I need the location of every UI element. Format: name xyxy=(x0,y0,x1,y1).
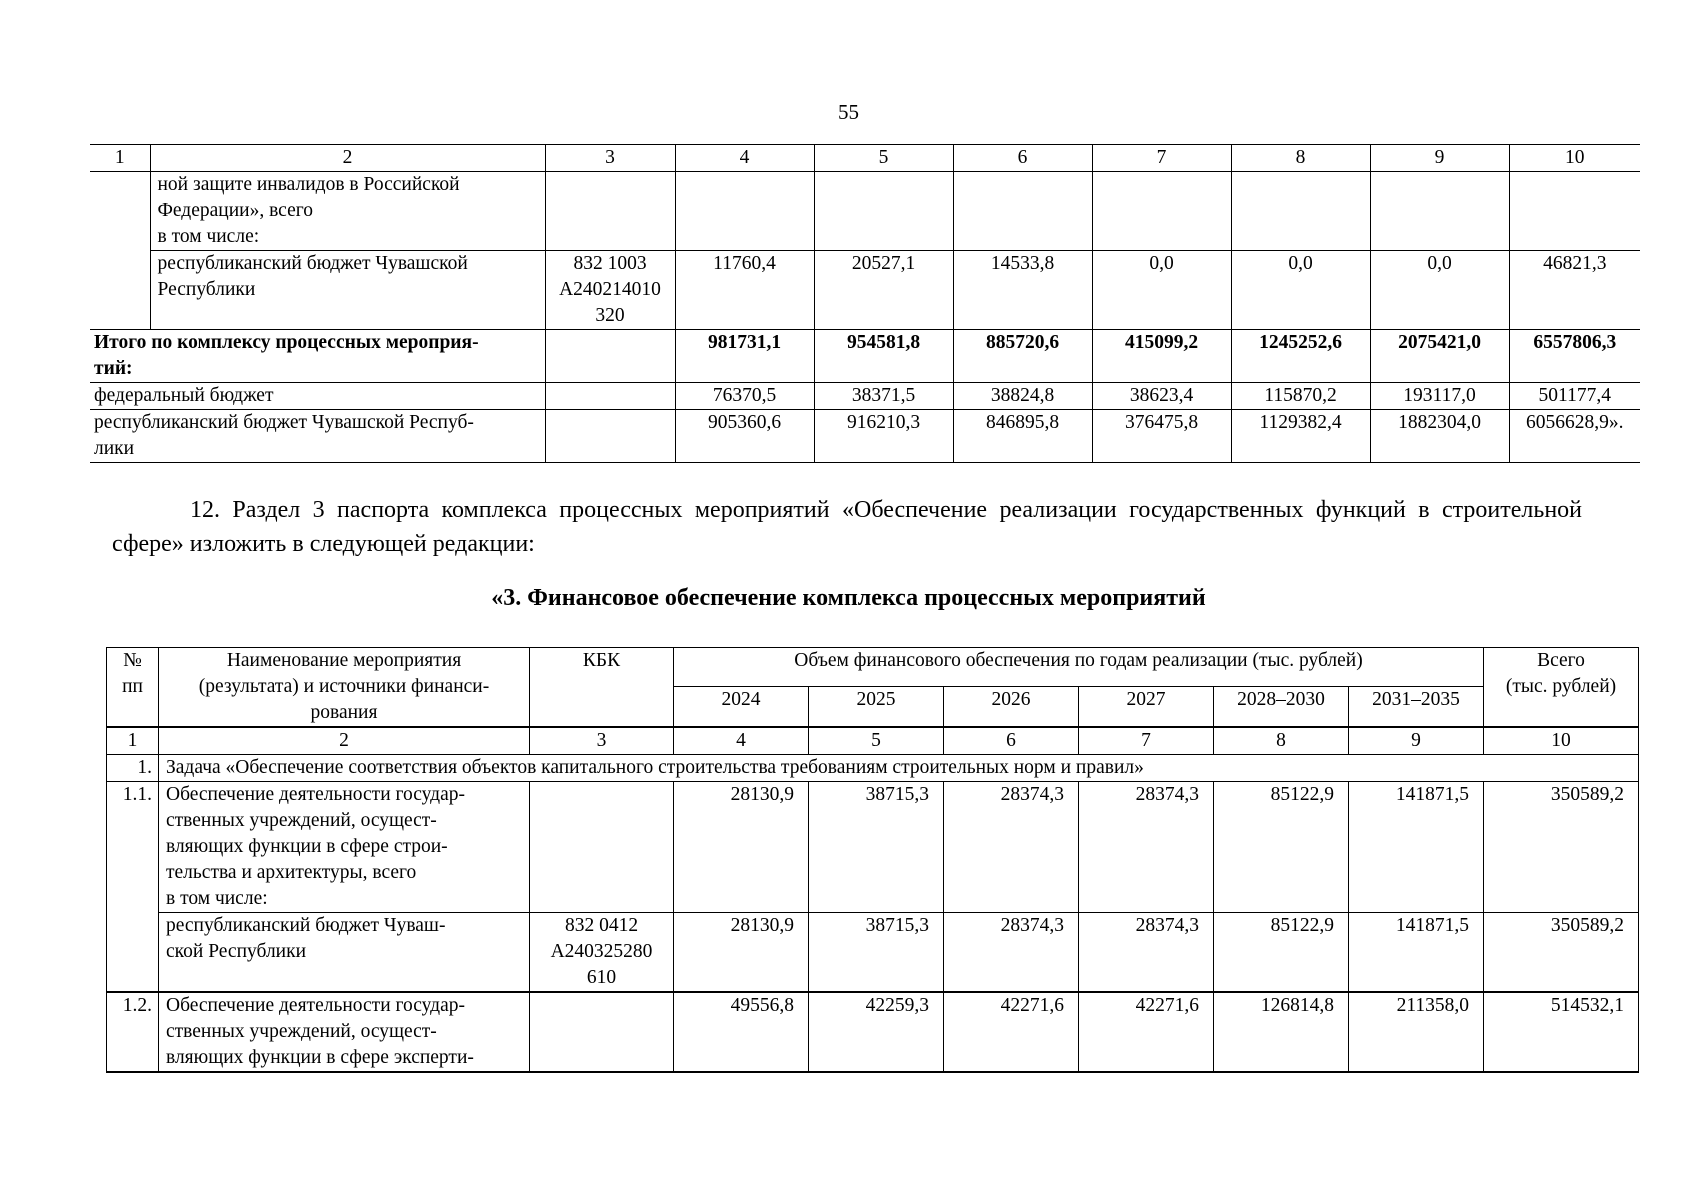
header-year: 2031–2035 xyxy=(1349,687,1484,727)
value-cell: 28374,3 xyxy=(944,913,1079,993)
header-volume: Объем финансового обеспечения по годам реализации (тыс. рублей) xyxy=(674,648,1484,687)
table-row xyxy=(107,782,1639,913)
table-row xyxy=(90,251,1640,330)
value-cell: 28374,3 xyxy=(944,782,1079,913)
value-cell: 38715,3 xyxy=(809,913,944,993)
value-cell: 954581,8 xyxy=(814,330,953,383)
value-cell: 38371,5 xyxy=(814,383,953,410)
header-num: № пп xyxy=(107,648,159,728)
amendment-paragraph: 12. Раздел 3 паспорта комплекса процессных мероприятий «Обеспечение реализации государственных функций в строительной сфере» изложить в следующей редакции: xyxy=(112,497,1582,557)
financing-table-continued xyxy=(90,144,1640,463)
row-name: Обеспечение деятельности государ- ственных учреждений, осущест- вляющих функции в сфере эксперти- xyxy=(159,992,530,1072)
col-number: 2 xyxy=(159,727,530,755)
value-cell: 49556,8 xyxy=(674,992,809,1072)
header-year: 2026 xyxy=(944,687,1079,727)
value-cell: 846895,8 xyxy=(953,410,1092,463)
row-name: Обеспечение деятельности государ- ственных учреждений, осущест- вляющих функции в сфере строи- тельства и архитектуры, всего в том числе: xyxy=(159,782,530,913)
row-number: 1.2. xyxy=(107,992,159,1072)
value-cell: 211358,0 xyxy=(1349,992,1484,1072)
value-cell: 981731,1 xyxy=(675,330,814,383)
header-year: 2024 xyxy=(674,687,809,727)
col-number: 4 xyxy=(674,727,809,755)
value-cell: 76370,5 xyxy=(675,383,814,410)
column-numbers-row xyxy=(107,727,1639,755)
kbk-code xyxy=(530,992,674,1072)
value-cell: 0,0 xyxy=(1370,251,1509,330)
row-name: республиканский бюджет Чуваш- ской Республики xyxy=(159,913,530,993)
value-cell: 38623,4 xyxy=(1092,383,1231,410)
section-title: «3. Финансовое обеспечение комплекса процессных мероприятий xyxy=(491,585,1206,611)
value-cell: 28130,9 xyxy=(674,782,809,913)
value-cell: 1245252,6 xyxy=(1231,330,1370,383)
total-row xyxy=(90,330,1640,383)
value-cell: 28130,9 xyxy=(674,913,809,993)
row-label: федеральный бюджет xyxy=(90,383,545,410)
col-number: 6 xyxy=(944,727,1079,755)
task-row xyxy=(107,755,1639,782)
value-cell: 85122,9 xyxy=(1214,782,1349,913)
table-row xyxy=(90,172,1640,251)
value-cell: 350589,2 xyxy=(1484,782,1639,913)
col-number: 5 xyxy=(814,145,953,172)
value-cell: 85122,9 xyxy=(1214,913,1349,993)
col-number: 1 xyxy=(90,145,150,172)
row-number: 1. xyxy=(107,755,159,782)
value-cell: 350589,2 xyxy=(1484,913,1639,993)
col-number: 10 xyxy=(1484,727,1639,755)
value-cell: 46821,3 xyxy=(1509,251,1640,330)
col-number: 3 xyxy=(530,727,674,755)
col-number: 7 xyxy=(1079,727,1214,755)
header-total: Всего (тыс. рублей) xyxy=(1484,648,1639,728)
header-year: 2028–2030 xyxy=(1214,687,1349,727)
value-cell: 38824,8 xyxy=(953,383,1092,410)
col-number: 8 xyxy=(1214,727,1349,755)
value-cell: 1882304,0 xyxy=(1370,410,1509,463)
col-number: 8 xyxy=(1231,145,1370,172)
column-numbers-row xyxy=(90,145,1640,172)
value-cell: 42271,6 xyxy=(1079,992,1214,1072)
value-cell: 0,0 xyxy=(1092,251,1231,330)
row-number: 1.1. xyxy=(107,782,159,993)
header-name: Наименование мероприятия (результата) и источники финанси- рования xyxy=(159,648,530,728)
value-cell: 126814,8 xyxy=(1214,992,1349,1072)
value-cell: 514532,1 xyxy=(1484,992,1639,1072)
value-cell: 501177,4 xyxy=(1509,383,1640,410)
col-number: 9 xyxy=(1349,727,1484,755)
value-cell: 905360,6 xyxy=(675,410,814,463)
row-label: республиканский бюджет Чувашской Респуб- лики xyxy=(90,410,545,463)
value-cell: 42259,3 xyxy=(809,992,944,1072)
row-name: ной защите инвалидов в Российской Федерации», всего в том числе: xyxy=(150,172,545,251)
col-number: 6 xyxy=(953,145,1092,172)
col-number: 4 xyxy=(675,145,814,172)
value-cell: 0,0 xyxy=(1231,251,1370,330)
value-cell: 415099,2 xyxy=(1092,330,1231,383)
task-text: Задача «Обеспечение соответствия объектов капитального строительства требованиям строительных норм и правил» xyxy=(159,755,1639,782)
value-cell: 20527,1 xyxy=(814,251,953,330)
value-cell: 14533,8 xyxy=(953,251,1092,330)
col-number: 10 xyxy=(1509,145,1640,172)
col-number: 1 xyxy=(107,727,159,755)
row-name: республиканский бюджет Чувашской Республики xyxy=(150,251,545,330)
col-number: 5 xyxy=(809,727,944,755)
value-cell: 11760,4 xyxy=(675,251,814,330)
page-number: 55 xyxy=(838,100,859,124)
header-kbk: КБК xyxy=(530,648,674,728)
republic-budget-row xyxy=(90,410,1640,463)
col-number: 7 xyxy=(1092,145,1231,172)
value-cell: 885720,6 xyxy=(953,330,1092,383)
value-cell: 115870,2 xyxy=(1231,383,1370,410)
value-cell: 6056628,9». xyxy=(1509,410,1640,463)
header-year: 2025 xyxy=(809,687,944,727)
value-cell: 42271,6 xyxy=(944,992,1079,1072)
value-cell: 376475,8 xyxy=(1092,410,1231,463)
value-cell: 193117,0 xyxy=(1370,383,1509,410)
col-number: 9 xyxy=(1370,145,1509,172)
value-cell: 6557806,3 xyxy=(1509,330,1640,383)
financing-table xyxy=(106,647,1639,1073)
value-cell: 141871,5 xyxy=(1349,782,1484,913)
value-cell: 38715,3 xyxy=(809,782,944,913)
kbk-code: 832 1003 А240214010 320 xyxy=(545,251,675,330)
kbk-code: 832 0412 А240325280 610 xyxy=(530,913,674,993)
value-cell: 2075421,0 xyxy=(1370,330,1509,383)
value-cell: 141871,5 xyxy=(1349,913,1484,993)
col-number: 3 xyxy=(545,145,675,172)
table-row xyxy=(107,992,1639,1072)
kbk-code xyxy=(530,782,674,913)
empty-cell xyxy=(90,172,150,330)
total-label: Итого по комплексу процессных мероприя- тий: xyxy=(90,330,545,383)
federal-budget-row xyxy=(90,383,1640,410)
table-row xyxy=(107,913,1639,993)
col-number: 2 xyxy=(150,145,545,172)
value-cell: 916210,3 xyxy=(814,410,953,463)
value-cell: 28374,3 xyxy=(1079,913,1214,993)
header-year: 2027 xyxy=(1079,687,1214,727)
header-row xyxy=(107,648,1639,687)
value-cell: 1129382,4 xyxy=(1231,410,1370,463)
value-cell: 28374,3 xyxy=(1079,782,1214,913)
